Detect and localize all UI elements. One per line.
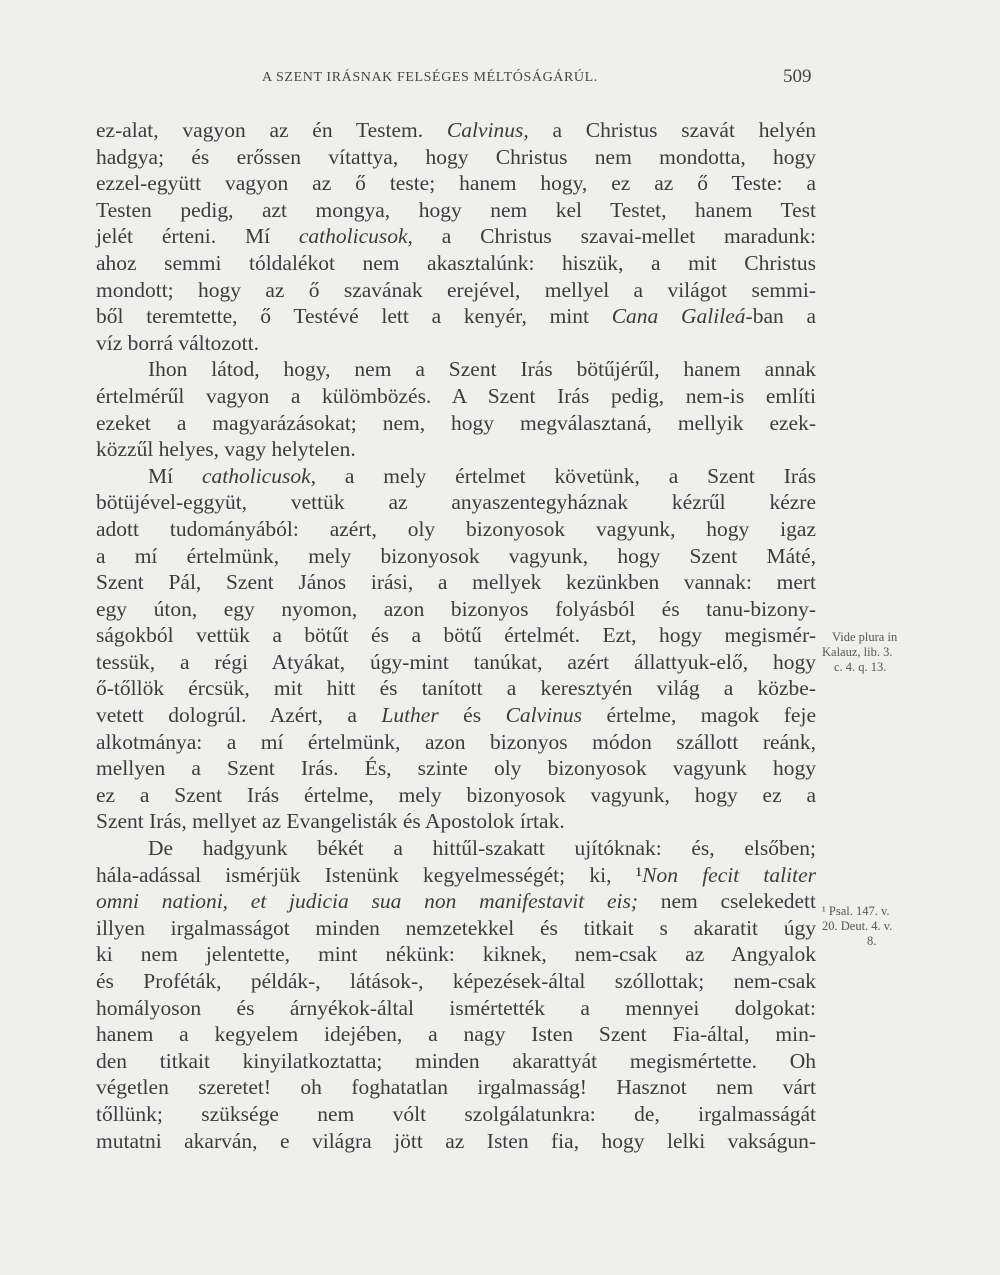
text-line: ezeket a magyarázásokat; nem, hogy megválasztaná, mellyik ezek-	[96, 410, 816, 435]
text-line: mellyen a Szent Irás. És, szinte oly bizonyosok vagyunk hogy	[96, 756, 816, 781]
text-line: tessük, a régi Atyákat, úgy-mint tanúkat, azért állattyuk-elő, hogy	[96, 649, 816, 674]
text-line: Mí catholicusok, a mely értelmet követünk, a Szent Irás	[148, 463, 816, 488]
text-line: Testen pedig, azt mongya, hogy nem kel Testet, hanem Test	[96, 197, 816, 222]
text-line: ságokból vettük a bötűt és a bötű értelmét. Ezt, hogy megismér-	[96, 623, 816, 648]
body-text	[96, 117, 816, 1154]
margin-note-line: Kalauz, lib. 3.	[822, 645, 893, 659]
text-line: víz borrá változott.	[96, 330, 259, 355]
text-line: Ihon látod, hogy, nem a Szent Irás bötűjérűl, hanem annak	[148, 357, 816, 382]
margin-note-psalm	[822, 904, 892, 949]
text-line: De hadgyunk békét a hittűl-szakatt ujítóknak: és, elsőben;	[148, 836, 816, 861]
margin-note-kalauz	[822, 630, 897, 675]
text-line: ahoz semmi tóldalékot nem akasztalúnk: hiszük, a mit Christus	[96, 250, 816, 275]
text-line: Szent Pál, Szent János irási, a mellyek kezünkben vannak: mert	[96, 570, 816, 595]
margin-note-line: 8.	[867, 934, 877, 948]
margin-note-line: 20. Deut. 4. v.	[822, 919, 893, 933]
page-number: 509	[783, 66, 812, 87]
text-line: den titkait kinyilatkoztatta; minden akarattyát megismértette. Oh	[96, 1048, 816, 1073]
running-header	[0, 66, 1000, 90]
text-line: jelét érteni. Mí catholicusok, a Christus szavai-mellet maradunk:	[96, 224, 816, 249]
text-line: közzűl helyes, vagy helytelen.	[96, 437, 356, 462]
text-line: ből teremtette, ő Testévé lett a kenyér, mint Cana Galileá-ban a	[96, 304, 816, 329]
text-line: ki nem jelentette, mint nékünk: kiknek, nem-csak az Angyalok	[96, 942, 816, 967]
text-line: és Proféták, példák-, látások-, képezések-által szóllottak; nem-csak	[96, 969, 816, 993]
text-line: hála-adással ismérjük Istenünk kegyelmességét; ki, ¹Non fecit taliter	[96, 862, 816, 887]
text-line: egy úton, egy nyomon, azon bizonyos folyásból és tanu-bizony-	[96, 596, 816, 621]
text-line: ez-alat, vagyon az én Testem. Calvinus, a Christus szavát helyén	[96, 118, 816, 142]
text-line: mutatni akarván, e világra jött az Isten fia, hogy lelki vakságun-	[96, 1128, 816, 1153]
text-line: értelmérűl vagyon a külömbözés. A Szent Irás pedig, nem-is említi	[96, 383, 816, 408]
text-line: a mí értelmünk, mely bizonyosok vagyunk, hogy Szent Máté,	[96, 543, 816, 568]
text-line: homályoson és árnyékok-által ismértették a mennyei dolgokat:	[96, 995, 816, 1020]
text-line: ez a Szent Irás értelme, mely bizonyosok vagyunk, hogy ez a	[96, 782, 816, 807]
text-line: hanem a kegyelem idejében, a nagy Isten Szent Fia-által, min-	[96, 1022, 816, 1047]
text-line: tőllünk; szüksége nem vólt szolgálatunkra: de, irgalmasságát	[96, 1101, 816, 1126]
text-line: Szent Irás, mellyet az Evangelisták és Apostolok írtak.	[96, 809, 565, 834]
margin-note-line: Vide plura in	[832, 630, 898, 644]
margin-note-line: c. 4. q. 13.	[834, 660, 887, 674]
running-title: A SZENT IRÁSNAK FELSÉGES MÉLTÓSÁGÁRÚL.	[262, 70, 598, 85]
text-line: omni nationi, et judicia sua non manifestavit eis; nem cselekedett	[96, 889, 816, 914]
text-line: ezzel-együtt vagyon az ő teste; hanem hogy, ez az ő Teste: a	[96, 171, 816, 196]
text-line: végetlen szeretet! oh foghatatlan irgalmasság! Hasznot nem várt	[96, 1075, 816, 1100]
text-line: hadgya; és erőssen vítattya, hogy Christus nem mondotta, hogy	[96, 144, 816, 169]
text-line: adott tudományából: azért, oly bizonyosok vagyunk, hogy igaz	[96, 516, 816, 541]
text-line: ő-tőllök ércsük, mit hitt és tanított a keresztyén világ a közbe-	[96, 676, 816, 701]
text-line: alkotmánya: a mí értelmünk, azon bizonyos módon szállott reánk,	[96, 729, 816, 754]
margin-note-line: ¹ Psal. 147. v.	[822, 904, 890, 918]
text-line: bötüjével-eggyüt, vettük az anyaszentegyháznak kézrűl kézre	[96, 490, 816, 515]
text-line: illyen irgalmasságot minden nemzetekkel és titkait s akaratit úgy	[96, 915, 816, 940]
text-line: mondott; hogy az ő szavának erejével, mellyel a világot semmi-	[96, 277, 816, 302]
text-line: vetett dologrúl. Azért, a Luther és Calvinus értelme, magok feje	[96, 703, 816, 728]
